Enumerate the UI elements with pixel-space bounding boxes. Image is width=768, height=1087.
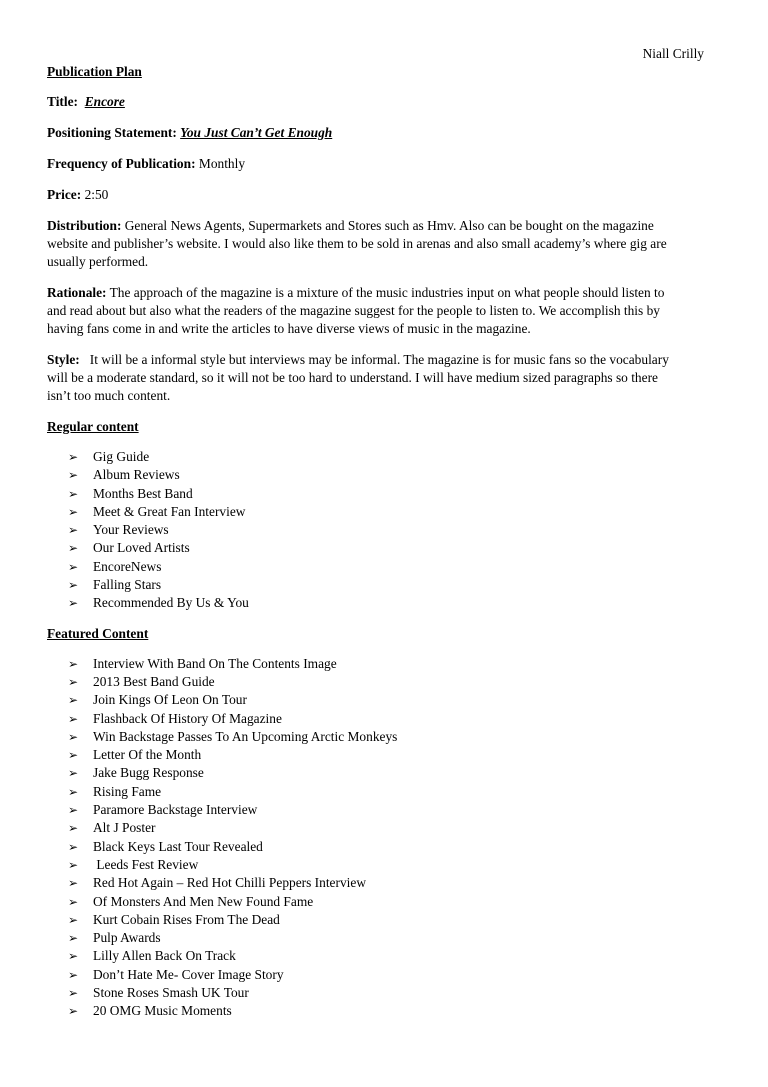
frequency-line	[47, 155, 717, 173]
list-item: ➢ Of Monsters And Men New Found Fame	[47, 893, 717, 911]
arrow-bullet-icon: ➢	[68, 949, 79, 964]
list-item: ➢ Don’t Hate Me- Cover Image Story	[47, 966, 717, 984]
list-item: ➢ Meet & Great Fan Interview	[47, 503, 717, 521]
list-item: ➢ Rising Fame	[47, 783, 717, 801]
list-item: ➢ Album Reviews	[47, 466, 717, 484]
list-item: ➢ Lilly Allen Back On Track	[47, 947, 717, 965]
list-item: ➢ EncoreNews	[47, 558, 717, 576]
frequency-value: Monthly	[198, 156, 246, 171]
list-item: ➢ Paramore Backstage Interview	[47, 801, 717, 819]
list-item: ➢ 2013 Best Band Guide	[47, 673, 717, 691]
list-item: ➢ Kurt Cobain Rises From The Dead	[47, 911, 717, 929]
arrow-bullet-icon: ➢	[68, 450, 79, 464]
arrow-bullet-icon: ➢	[68, 894, 79, 909]
distribution-text-line: General News Agents, Supermarkets and Stores such as Hmv. Also can be bought on the magazine	[124, 218, 654, 233]
arrow-bullet-icon: ➢	[68, 748, 79, 763]
rationale-paragraph	[47, 284, 717, 338]
list-item: ➢ Our Loved Artists	[47, 539, 717, 557]
arrow-bullet-icon: ➢	[68, 876, 79, 891]
arrow-bullet-icon: ➢	[68, 674, 79, 689]
distribution-paragraph	[47, 217, 717, 271]
arrow-bullet-icon: ➢	[68, 986, 79, 1001]
price-label: Price:	[47, 187, 82, 202]
list-item: ➢ Red Hot Again – Red Hot Chilli Peppers Interview	[47, 874, 717, 892]
list-item: ➢ Join Kings Of Leon On Tour	[47, 691, 717, 709]
list-item: ➢ Jake Bugg Response	[47, 764, 717, 782]
arrow-bullet-icon: ➢	[68, 857, 79, 872]
list-item: ➢ Leeds Fest Review	[47, 856, 717, 874]
title-value: Encore	[84, 94, 125, 109]
list-item: ➢ 20 OMG Music Moments	[47, 1002, 717, 1020]
arrow-bullet-icon: ➢	[68, 523, 79, 538]
list-item: ➢ Alt J Poster	[47, 819, 717, 837]
distribution-label: Distribution:	[47, 218, 122, 233]
arrow-bullet-icon: ➢	[68, 596, 79, 611]
arrow-bullet-icon: ➢	[68, 803, 79, 818]
page-heading: Publication Plan	[47, 64, 142, 79]
arrow-bullet-icon: ➢	[68, 559, 79, 574]
author-name: Niall Crilly	[642, 46, 704, 61]
featured-content-heading: Featured Content	[47, 625, 149, 641]
arrow-bullet-icon: ➢	[68, 784, 79, 799]
price-line	[47, 186, 717, 204]
arrow-bullet-icon: ➢	[68, 541, 79, 556]
list-item: ➢ Recommended By Us & You	[47, 594, 717, 612]
frequency-label: Frequency of Publication:	[47, 156, 196, 171]
list-item: ➢ Win Backstage Passes To An Upcoming Arctic Monkeys	[47, 728, 717, 746]
list-item: ➢ Flashback Of History Of Magazine	[47, 710, 717, 728]
featured-content-list	[47, 655, 717, 1021]
arrow-bullet-icon: ➢	[68, 711, 79, 726]
list-item: ➢ Gig Guide	[47, 448, 717, 466]
arrow-bullet-icon: ➢	[68, 656, 79, 671]
list-item: ➢ Your Reviews	[47, 521, 717, 539]
arrow-bullet-icon: ➢	[68, 766, 79, 781]
arrow-bullet-icon: ➢	[68, 504, 79, 519]
arrow-bullet-icon: ➢	[68, 578, 79, 593]
style-text-line: isn’t too much content.	[47, 388, 171, 403]
positioning-line	[47, 124, 717, 142]
arrow-bullet-icon: ➢	[68, 821, 79, 836]
rationale-text-line: The approach of the magazine is a mixture of the music industries input on what people should listen to	[109, 285, 665, 300]
distribution-text-line: website and publisher’s website. I would also like them to be sold in arenas and also small academy’s where gig are	[47, 236, 667, 251]
list-item: ➢ Falling Stars	[47, 576, 717, 594]
arrow-bullet-icon: ➢	[68, 1004, 79, 1019]
arrow-bullet-icon: ➢	[68, 931, 79, 946]
rationale-label: Rationale:	[47, 285, 107, 300]
arrow-bullet-icon: ➢	[68, 967, 79, 982]
title-line	[47, 93, 717, 111]
arrow-bullet-icon: ➢	[68, 839, 79, 854]
style-label: Style:	[47, 352, 80, 367]
arrow-bullet-icon: ➢	[68, 486, 79, 501]
rationale-text-line: and read about but also what the readers of the magazine suggest for the people to listen to. We accomplish this by	[47, 303, 660, 318]
style-paragraph	[47, 351, 717, 405]
regular-content-list	[47, 448, 717, 613]
positioning-label: Positioning Statement:	[47, 125, 177, 140]
arrow-bullet-icon: ➢	[68, 693, 79, 708]
list-item: ➢ Pulp Awards	[47, 929, 717, 947]
document-body	[47, 63, 717, 1033]
arrow-bullet-icon: ➢	[68, 912, 79, 927]
list-item: ➢ Stone Roses Smash UK Tour	[47, 984, 717, 1002]
list-item: ➢ Interview With Band On The Contents Image	[47, 655, 717, 673]
positioning-value: You Just Can’t Get Enough	[180, 125, 333, 140]
arrow-bullet-icon: ➢	[68, 468, 79, 483]
title-label: Title:	[47, 94, 78, 109]
style-text-line: will be a moderate standard, so it will not be too hard to understand. I will have medium sized paragraphs so there	[47, 370, 658, 385]
regular-content-heading: Regular content	[47, 419, 139, 434]
distribution-text-line: usually performed.	[47, 254, 149, 269]
list-item: ➢ Black Keys Last Tour Revealed	[47, 838, 717, 856]
style-text-line: It will be a informal style but interviews may be informal. The magazine is for music fans so the vocabulary	[89, 352, 669, 367]
list-item: ➢ Letter Of the Month	[47, 746, 717, 764]
rationale-text-line: having fans come in and write the articles to have diverse views of music in the magazine.	[47, 321, 531, 336]
price-value: 2:50	[84, 187, 109, 202]
arrow-bullet-icon: ➢	[68, 729, 79, 744]
list-item: ➢ Months Best Band	[47, 485, 717, 503]
